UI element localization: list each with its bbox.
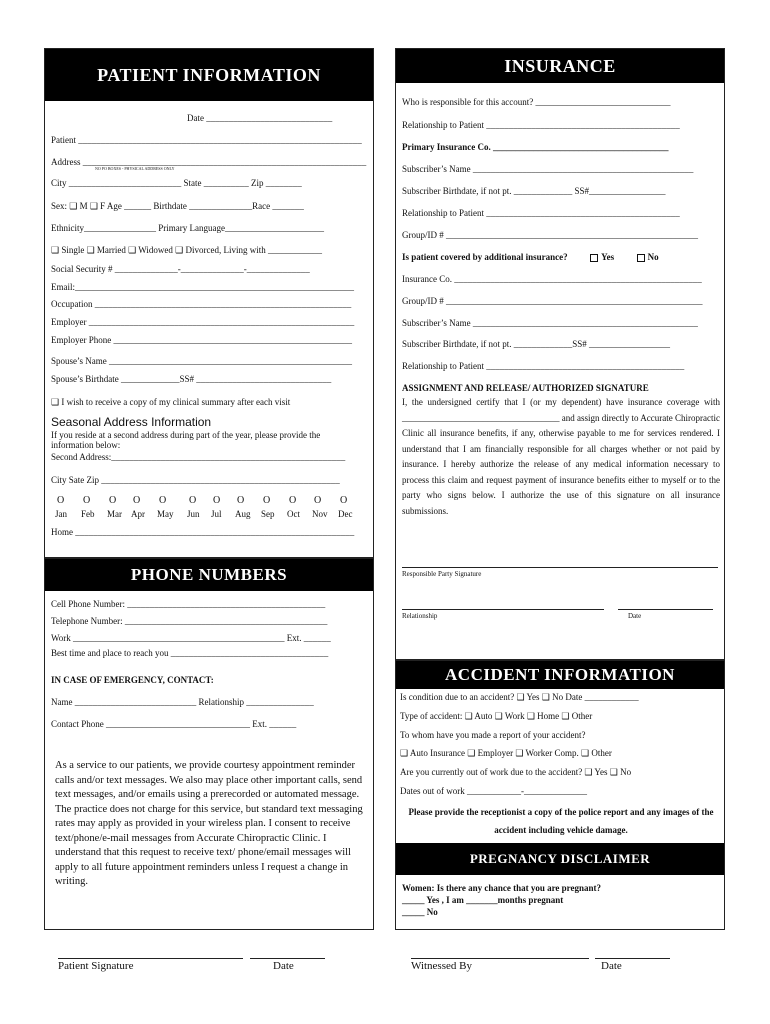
report-whom-question: To whom have you made a report of your accident?: [400, 730, 586, 740]
relationship-signature-line[interactable]: [402, 609, 604, 610]
responsible-signature-line[interactable]: [402, 567, 718, 568]
employer-phone-field[interactable]: Employer Phone _____________________________________________________: [51, 335, 352, 345]
relationship-field-1[interactable]: Relationship to Patient ___________________________________________: [402, 120, 680, 130]
month-label-sep: Sep: [261, 509, 275, 519]
month-label-dec: Dec: [338, 509, 353, 519]
courtesy-message-consent: As a service to our patients, we provide courtesy appointment reminder calls and/or text messages. We also may place other important calls, send text messages, and/or emails using a prerecorded or automated message. The practice does not charge for this service, but standard text messaging rates may apply as provided in your wireless plan. I consent to receive text/phone/e-mail messages from Accurate Chiropractic Clinic. I understand that this request to receive text/ phone/email messages will apply to all future appointment reminders unless I request a change in writing.: [55, 760, 363, 887]
month-label-nov: Nov: [312, 509, 328, 519]
seasonal-address-title: Seasonal Address Information: [51, 415, 212, 429]
police-report-note: Please provide the receptionist a copy of the police report and any images of the accident including vehicle damage.: [408, 807, 714, 835]
accident-banner: [396, 661, 724, 689]
month-label-mar: Mar: [107, 509, 122, 519]
group-id-field-2[interactable]: Group/ID # _________________________________________________________: [402, 296, 703, 306]
month-label-jun: Jun: [187, 509, 200, 519]
employer-field[interactable]: Employer ___________________________________________________________: [51, 317, 355, 327]
witness-date-line[interactable]: [595, 958, 670, 959]
insurance-date-label: Date: [628, 612, 642, 620]
month-circle-dec[interactable]: O: [340, 495, 348, 506]
patient-signature-label: Patient Signature: [58, 960, 134, 972]
witnessed-by-label: Witnessed By: [411, 960, 472, 972]
patient-info-banner: [45, 49, 373, 101]
date-field[interactable]: Date ____________________________: [187, 113, 333, 123]
month-circle-aug[interactable]: O: [237, 495, 245, 506]
sex-age-birth-race-row[interactable]: Sex: ❑ M ❑ F Age ______ Birthdate ______________Race _______: [51, 201, 304, 211]
primary-insurance-field[interactable]: Primary Insurance Co. _______________________________________: [402, 142, 669, 152]
patient-info-title: PATIENT INFORMATION: [97, 65, 321, 85]
clinical-summary-checkbox[interactable]: ❑ I wish to receive a copy of my clinical summary after each visit: [51, 397, 291, 407]
insurance-banner: [396, 49, 724, 83]
month-label-feb: Feb: [81, 509, 95, 519]
relationship-field-2[interactable]: Relationship to Patient ___________________________________________: [402, 208, 680, 218]
no-po-box-note: NO PO BOXES - PHYSICAL ADDRESS ONLY: [95, 166, 175, 171]
month-circle-feb[interactable]: O: [83, 495, 91, 506]
home-field[interactable]: Home ______________________________________________________________: [51, 527, 355, 537]
marital-status-row[interactable]: ❑ Single ❑ Married ❑ Widowed ❑ Divorced, Living with ____________: [51, 245, 322, 255]
month-circle-oct[interactable]: O: [289, 495, 297, 506]
month-circle-sep[interactable]: O: [263, 495, 271, 506]
pregnancy-yes-field[interactable]: _____ Yes , I am _______months pregnant: [402, 895, 564, 905]
email-field[interactable]: Email:______________________________________________________________: [51, 282, 354, 292]
subscriber-name-field-2[interactable]: Subscriber’s Name __________________________________________________: [402, 318, 698, 328]
emergency-name-field[interactable]: Name ___________________________ Relationship _______________: [51, 697, 314, 707]
month-circle-apr[interactable]: O: [133, 495, 141, 506]
accident-type-row[interactable]: Type of accident: ❑ Auto ❑ Work ❑ Home ❑ Other: [400, 711, 593, 721]
month-label-jan: Jan: [55, 509, 67, 519]
patient-name-field[interactable]: Patient _______________________________________________________________: [51, 135, 362, 145]
insurance-panel: [395, 48, 725, 660]
month-label-oct: Oct: [287, 509, 300, 519]
relationship-label: Relationship: [402, 612, 438, 620]
month-circle-jan[interactable]: O: [57, 495, 65, 506]
spouse-birthdate-field[interactable]: Spouse’s Birthdate _____________SS# ______________________________: [51, 374, 332, 384]
address-field[interactable]: Address _______________________________________________________________: [51, 157, 367, 167]
dates-out-of-work-field[interactable]: Dates out of work ____________-______________: [400, 786, 587, 796]
occupation-field[interactable]: Occupation _________________________________________________________: [51, 299, 352, 309]
seasonal-address-desc: If you reside at a second address during part of the year, please provide the information below:: [51, 430, 321, 450]
witness-date-label: Date: [601, 960, 622, 972]
work-phone-field[interactable]: Work _______________________________________________ Ext. ______: [51, 633, 331, 643]
telephone-field[interactable]: Telephone Number: _____________________________________________: [51, 616, 328, 626]
additional-yes-label: Yes: [601, 252, 615, 262]
patient-info-panel: [44, 48, 374, 558]
out-of-work-row[interactable]: Are you currently out of work due to the accident? ❑ Yes ❑ No: [400, 767, 632, 777]
spouse-name-field[interactable]: Spouse’s Name ______________________________________________________: [51, 356, 352, 366]
accident-condition-row[interactable]: Is condition due to an accident? ❑ Yes ❑ No Date ____________: [400, 692, 639, 702]
relationship-field-3[interactable]: Relationship to Patient ____________________________________________: [402, 361, 685, 371]
insurance-co-field[interactable]: Insurance Co. _______________________________________________________: [402, 274, 702, 284]
additional-no-label: No: [647, 252, 659, 262]
month-circle-may[interactable]: O: [159, 495, 167, 506]
emergency-contact-heading: IN CASE OF EMERGENCY, CONTACT:: [51, 675, 214, 685]
emergency-phone-field[interactable]: Contact Phone ________________________________ Ext. ______: [51, 719, 297, 729]
ethnicity-language-row[interactable]: Ethnicity________________ Primary Language______________________: [51, 223, 324, 233]
pregnancy-title: PREGNANCY DISCLAIMER: [469, 851, 651, 866]
subscriber-birthdate-field-2[interactable]: Subscriber Birthdate, if not pt. _____________SS# __________________: [402, 339, 670, 349]
second-address-field[interactable]: Second Address:____________________________________________________: [51, 452, 346, 462]
pregnancy-no-field[interactable]: _____ No: [402, 907, 438, 917]
witness-signature-line[interactable]: [411, 958, 589, 959]
cell-phone-field[interactable]: Cell Phone Number: ____________________________________________: [51, 599, 326, 609]
month-label-may: May: [157, 509, 174, 519]
phone-numbers-title: PHONE NUMBERS: [130, 565, 288, 584]
patient-signature-line[interactable]: [58, 958, 243, 959]
patient-date-line[interactable]: [250, 958, 325, 959]
patient-date-label: Date: [273, 960, 294, 972]
assignment-heading: ASSIGNMENT AND RELEASE/ AUTHORIZED SIGNATURE: [402, 383, 649, 393]
ssn-field[interactable]: Social Security # ______________-______________-______________: [51, 264, 310, 274]
pregnancy-question: Women: Is there any chance that you are pregnant?: [402, 883, 601, 893]
months-selector: [51, 491, 371, 521]
month-circle-jul[interactable]: O: [213, 495, 221, 506]
subscriber-name-field-1[interactable]: Subscriber’s Name _________________________________________________: [402, 164, 694, 174]
group-id-field-1[interactable]: Group/ID # ________________________________________________________: [402, 230, 698, 240]
phone-numbers-panel: [44, 558, 374, 930]
month-label-apr: Apr: [131, 509, 145, 519]
report-options-row[interactable]: ❑ Auto Insurance ❑ Employer ❑ Worker Comp. ❑ Other: [400, 748, 612, 758]
month-circle-mar[interactable]: O: [109, 495, 117, 506]
best-time-field[interactable]: Best time and place to reach you ___________________________________: [51, 648, 329, 658]
assignment-text: I, the undersigned certify that I (or my dependent) have insurance coverage with ___________________________________ and assign directly to Accurate Chiropractic Clinic all insurance benefits, if any, otherwise payable to me for services rendered. I understand that I am financially responsible for all charges whether or not paid by insurance. I hereby authorize the release of any medical information necessary to process this claim and request payment of insurance benefits either to myself or to the party who signs below. I authorize the use of this signature on all insurance submissions.: [402, 397, 720, 516]
accident-panel: [395, 660, 725, 930]
responsible-signature-label: Responsible Party Signature: [402, 570, 482, 578]
subscriber-birthdate-field-1[interactable]: Subscriber Birthdate, if not pt. _____________ SS#_________________: [402, 186, 666, 196]
city-state-zip-field[interactable]: City _________________________ State __________ Zip ________: [51, 178, 302, 188]
responsible-party-field[interactable]: Who is responsible for this account? ______________________________: [402, 97, 671, 107]
month-label-jul: Jul: [211, 509, 222, 519]
pregnancy-banner: [396, 843, 724, 875]
additional-insurance-label: Is patient covered by additional insurance?: [402, 252, 568, 262]
insurance-title: INSURANCE: [504, 56, 616, 76]
accident-title: ACCIDENT INFORMATION: [445, 665, 675, 684]
city-state-zip2-field[interactable]: City Sate Zip _____________________________________________________: [51, 475, 340, 485]
phone-numbers-banner: [45, 559, 373, 591]
date-signature-line[interactable]: [618, 609, 713, 610]
month-label-aug: Aug: [235, 509, 251, 519]
month-circle-nov[interactable]: O: [314, 495, 322, 506]
month-circle-jun[interactable]: O: [189, 495, 197, 506]
additional-no-checkbox[interactable]: [637, 254, 645, 262]
additional-insurance-question: [402, 252, 659, 263]
additional-yes-checkbox[interactable]: [590, 254, 598, 262]
